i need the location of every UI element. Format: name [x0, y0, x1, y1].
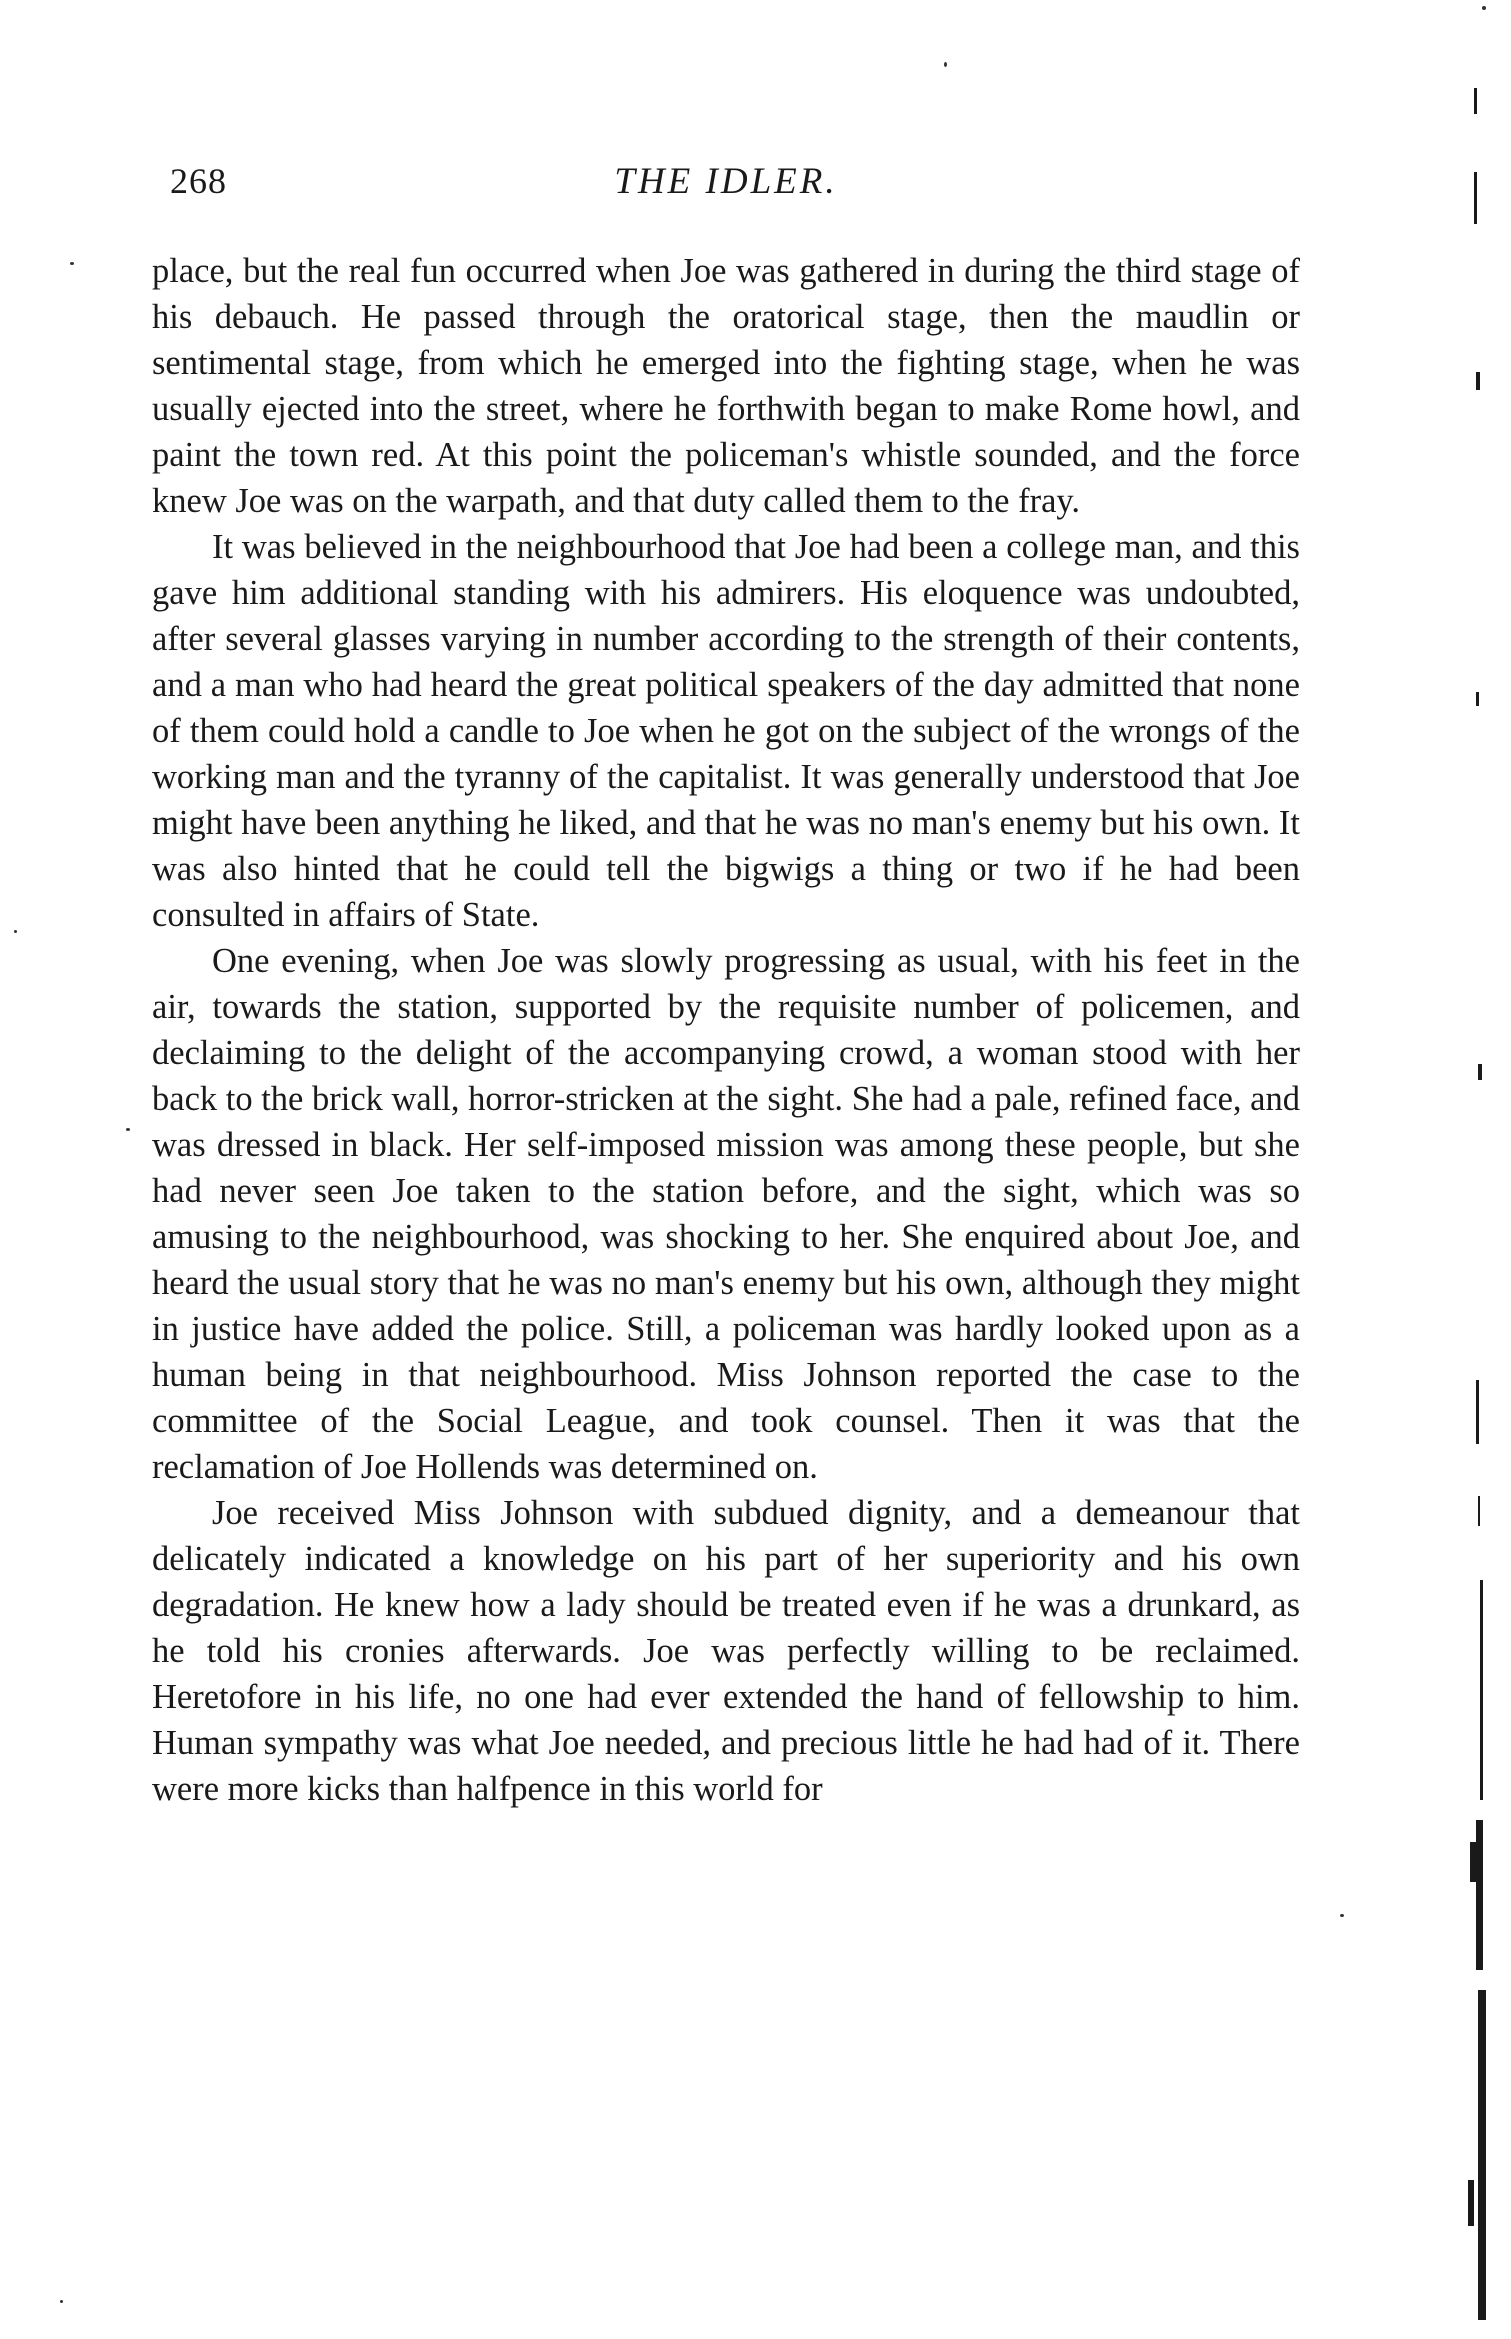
paragraph-1: place, but the real fun occurred when Joe was gathered in during the third stage of his debauch. He passed through the oratorical stage, then the maudlin or sentimental stage, from which he emerged into the fighting stage, when he was usually ejected into the street, where he forthwith began to make Rome howl, and paint the town red. At this point the policeman's whistle sounded, and the force knew Joe was on the warpath, and that duty called them to the fray. [152, 252, 1300, 520]
scan-speck [60, 2300, 63, 2303]
scan-speck [70, 262, 74, 265]
running-title: THE IDLER. [614, 161, 838, 202]
running-head [152, 160, 1300, 210]
scan-speck [14, 930, 17, 933]
scan-mark [1476, 692, 1479, 706]
page-number: 268 [170, 161, 227, 201]
scan-mark [1480, 1580, 1483, 1800]
body-text [152, 248, 1300, 1812]
paragraph-3: One evening, when Joe was slowly progressing as usual, with his feet in the air, towards the station, supported by the requisite number of policemen, and declaiming to the delight of the accompanying crowd, a woman stood with her back to the brick wall, horror-stricken at the sight. She had a pale, refined face, and was dressed in black. Her self-imposed mission was among these people, but she had never seen Joe taken to the station before, and the sight, which was so amusing to the neighbourhood, was shocking to her. She enquired about Joe, and heard the usual story that he was no man's enemy but his own, although they might in justice have added the police. Still, a policeman was hardly looked upon as a human being in that neighbourhood. Miss Johnson reported the case to the committee of the Social League, and took counsel. Then it was that the reclamation of Joe Hollends was determined on. [152, 942, 1300, 1486]
scan-mark [1478, 1990, 1486, 2320]
scan-speck [126, 1128, 130, 1131]
paragraph-2: It was believed in the neighbourhood that Joe had been a college man, and this gave him additional standing with his admirers. His eloquence was undoubted, after several glasses varying in number according to the strength of their contents, and a man who had heard the great political speakers of the day admitted that none of them could hold a candle to Joe when he got on the subject of the wrongs of the working man and the tyranny of the capitalist. It was generally understood that Joe might have been anything he liked, and that he was no man's enemy but his own. It was also hinted that he could tell the bigwigs a thing or two if he had been consulted in affairs of State. [152, 528, 1300, 934]
scan-mark [1476, 1380, 1479, 1444]
scan-mark [1470, 1842, 1476, 1882]
scan-mark [1476, 1820, 1483, 1970]
scan-mark [1474, 88, 1477, 114]
scan-mark [1478, 1496, 1480, 1526]
scan-mark [1468, 2180, 1474, 2226]
scan-mark [1474, 172, 1477, 224]
scan-mark [1476, 372, 1480, 390]
scan-speck [1340, 1914, 1344, 1917]
scan-speck [1482, 6, 1486, 10]
scan-mark [1478, 1064, 1482, 1080]
scan-speck [944, 62, 947, 67]
paragraph-4: Joe received Miss Johnson with subdued dignity, and a demeanour that delicately indicated a knowledge on his part of her superiority and his own degradation. He knew how a lady should be treated even if he was a drunkard, as he told his cronies afterwards. Joe was perfectly willing to be reclaimed. Heretofore in his life, no one had ever extended the hand of fellowship to him. Human sympathy was what Joe needed, and precious little he had had of it. There were more kicks than halfpence in this world for [152, 1494, 1300, 1808]
